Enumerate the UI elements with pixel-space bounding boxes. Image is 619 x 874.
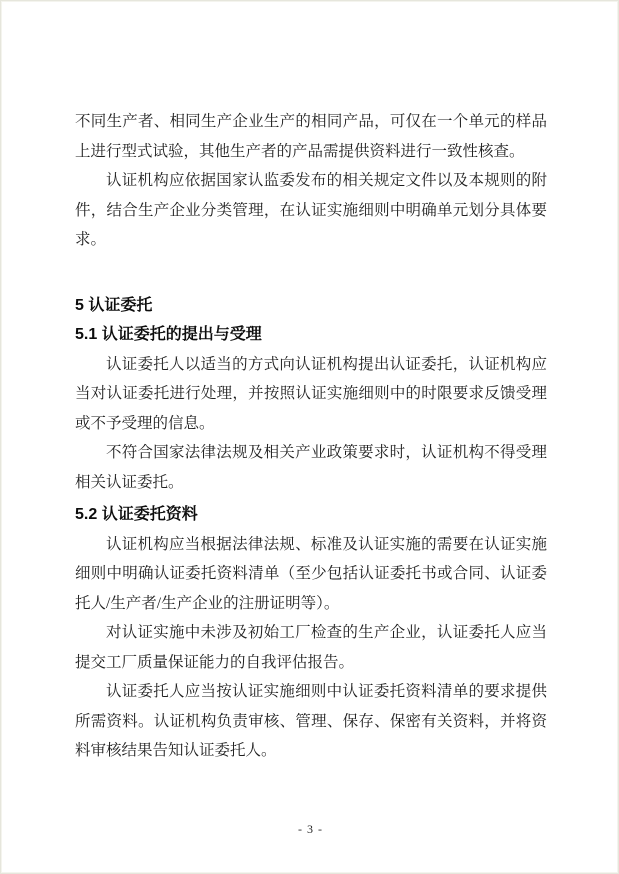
- document-body: [75, 107, 547, 766]
- paragraph-entrust-submit: 认证委托人以适当的方式向认证机构提出认证委托，认证机构应当对认证委托进行处理，并按照认证实施细则中的时限要求反馈受理或不予受理的信息。: [75, 355, 547, 432]
- paragraph-continuation: 不同生产者、相同生产企业生产的相同产品，可仅在一个单元的样品上进行型式试验，其他生产者的产品需提供资料进行一致性核查。: [75, 113, 547, 160]
- section-heading-5-1: 5.1 认证委托的提出与受理: [75, 326, 262, 343]
- section-heading-5: 5 认证委托: [75, 296, 153, 314]
- page-number: - 3 -: [298, 822, 323, 836]
- paragraph-entrust-reject: 不符合国家法律法规及相关产业政策要求时，认证机构不得受理相关认证委托。: [75, 444, 547, 491]
- paragraph-material-list: 认证机构应当根据法律法规、标准及认证实施的需要在认证实施细则中明确认证委托资料清单（至少包括认证委托书或合同、认证委托人/生产者/生产企业的注册证明等）。: [75, 535, 547, 612]
- paragraph-unit-division: 认证机构应依据国家认监委发布的相关规定文件以及本规则的附件，结合生产企业分类管理，在认证实施细则中明确单元划分具体要求。: [75, 172, 547, 248]
- paragraph-material-provide: 认证委托人应当按认证实施细则中认证委托资料清单的要求提供所需资料。认证机构负责审核、管理、保存、保密有关资料，并将资料审核结果告知认证委托人。: [75, 683, 547, 759]
- paragraph-self-evaluation: 对认证实施中未涉及初始工厂检查的生产企业，认证委托人应当提交工厂质量保证能力的自我评估报告。: [75, 624, 547, 671]
- section-heading-5-2: 5.2 认证委托资料: [75, 506, 198, 523]
